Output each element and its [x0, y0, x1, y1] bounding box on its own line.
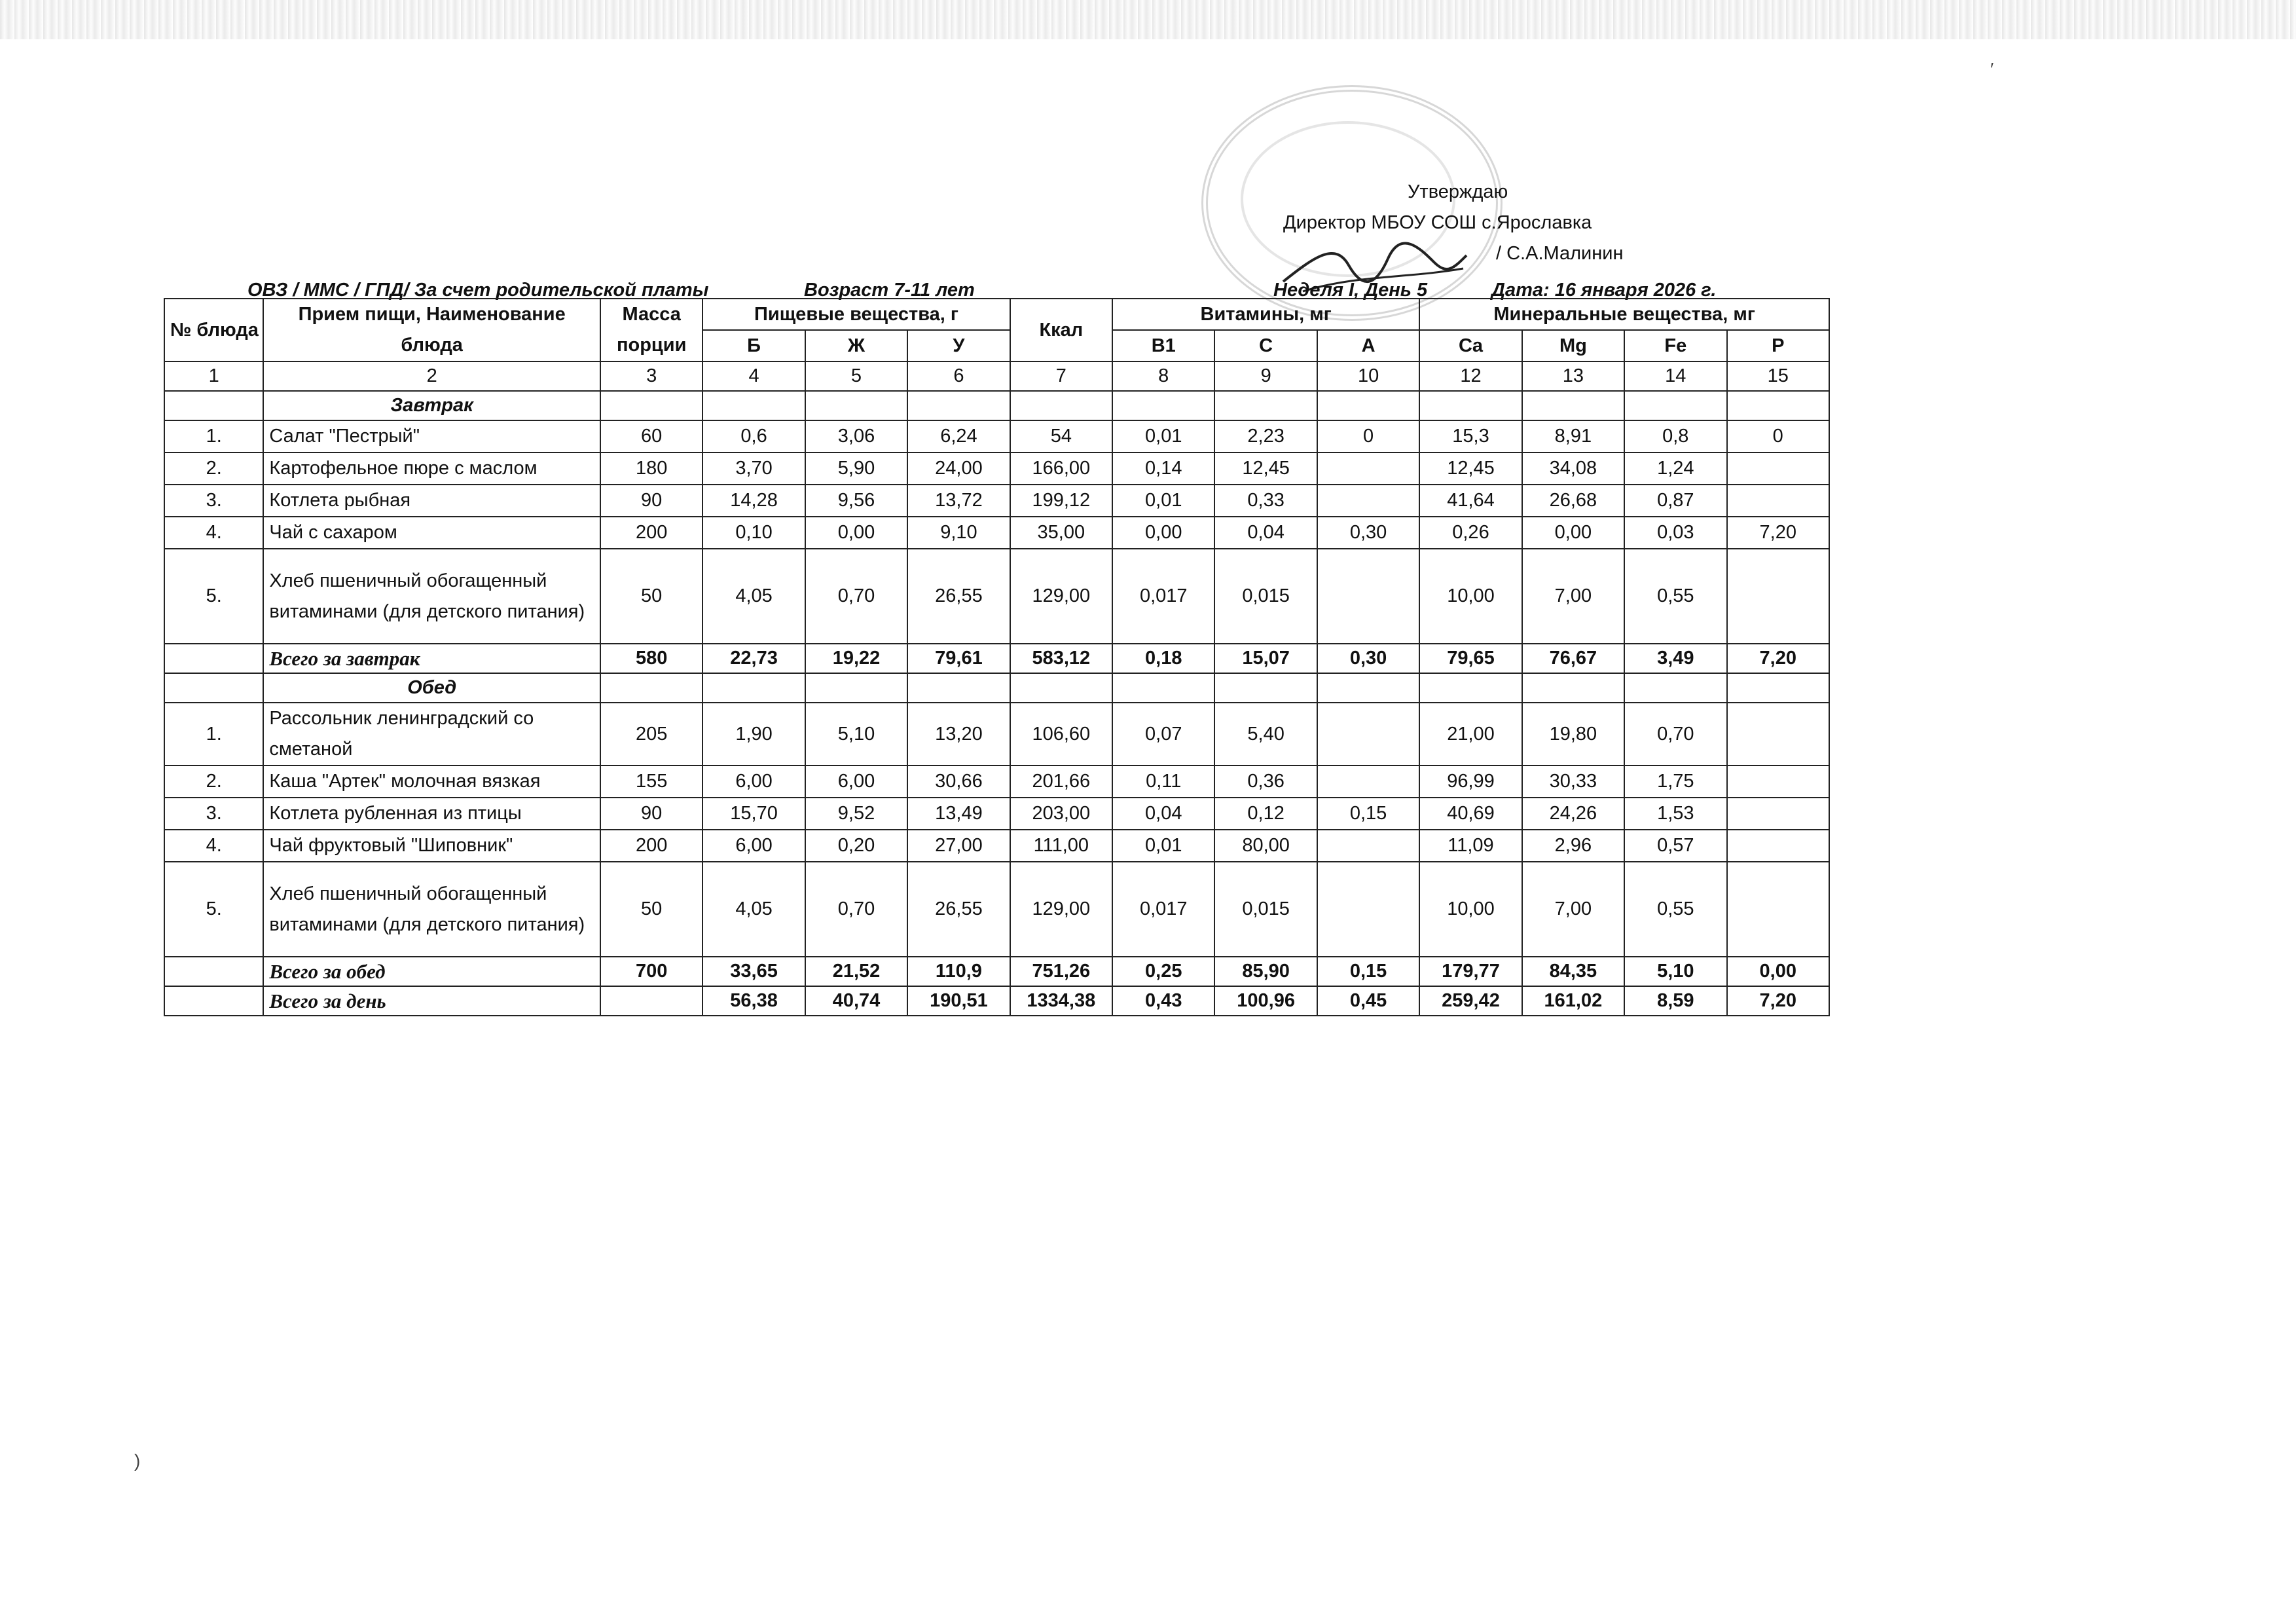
- table-cell: 180: [600, 452, 702, 485]
- col-number: 1: [164, 361, 263, 391]
- table-cell: 4,05: [702, 549, 805, 644]
- table-cell: 0: [1317, 420, 1419, 452]
- table-cell: 11,09: [1419, 830, 1522, 862]
- table-cell: 7,00: [1522, 862, 1624, 957]
- dish-number: 3.: [164, 485, 263, 517]
- header-a: А: [1317, 330, 1419, 361]
- table-cell: 19,80: [1522, 703, 1624, 766]
- table-cell: 0,33: [1214, 485, 1317, 517]
- table-cell: 0,04: [1214, 517, 1317, 549]
- table-cell: [1317, 766, 1419, 798]
- dish-name: Салат "Пестрый": [263, 420, 600, 452]
- table-cell: 13,20: [907, 703, 1010, 766]
- table-cell: [1317, 703, 1419, 766]
- table-cell: 2,23: [1214, 420, 1317, 452]
- table-cell: 0,017: [1112, 549, 1214, 644]
- table-cell: 0,01: [1112, 830, 1214, 862]
- table-cell: [1727, 830, 1830, 862]
- table-cell: 0: [1727, 420, 1830, 452]
- table-cell: 90: [600, 485, 702, 517]
- table-cell: 50: [600, 862, 702, 957]
- header-c: С: [1214, 330, 1317, 361]
- section-row-lunch: [164, 673, 1829, 703]
- table-cell: 90: [600, 798, 702, 830]
- table-cell: 200: [600, 517, 702, 549]
- table-cell: 15,3: [1419, 420, 1522, 452]
- table-cell: 0,30: [1317, 517, 1419, 549]
- table-cell: 205: [600, 703, 702, 766]
- table-cell: [1317, 485, 1419, 517]
- table-cell: 21,00: [1419, 703, 1522, 766]
- col-number: 10: [1317, 361, 1419, 391]
- lunch-rows: [164, 703, 1829, 957]
- table-cell: 0,70: [805, 862, 907, 957]
- table-cell: [1727, 862, 1830, 957]
- col-number: 13: [1522, 361, 1624, 391]
- table-row: [164, 485, 1829, 517]
- dish-number: 5.: [164, 549, 263, 644]
- dish-name: Котлета рубленная из птицы: [263, 798, 600, 830]
- scan-speck: ): [134, 1450, 141, 1471]
- table-cell: 50: [600, 549, 702, 644]
- table-cell: 106,60: [1010, 703, 1112, 766]
- table-cell: 54: [1010, 420, 1112, 452]
- table-cell: 9,52: [805, 798, 907, 830]
- table-cell: 27,00: [907, 830, 1010, 862]
- menu-date: Дата: 16 января 2026 г.: [1491, 280, 1717, 301]
- table-cell: 129,00: [1010, 549, 1112, 644]
- dish-number: 1.: [164, 420, 263, 452]
- table-cell: [1317, 862, 1419, 957]
- menu-category: ОВЗ / ММС / ГПД/ За счет родительской платы: [247, 280, 709, 301]
- table-cell: 12,45: [1214, 452, 1317, 485]
- table-cell: [1317, 549, 1419, 644]
- table-cell: 8,91: [1522, 420, 1624, 452]
- table-cell: [1727, 798, 1830, 830]
- table-cell: 0,36: [1214, 766, 1317, 798]
- table-cell: 4,05: [702, 862, 805, 957]
- col-number: 5: [805, 361, 907, 391]
- dish-name: Котлета рыбная: [263, 485, 600, 517]
- table-cell: [1317, 830, 1419, 862]
- header-vitamins: Витамины, мг: [1112, 299, 1419, 330]
- table-cell: 0,57: [1624, 830, 1726, 862]
- header-fe: Fe: [1624, 330, 1726, 361]
- header-dish-no: № блюда: [164, 299, 263, 361]
- table-row: [164, 766, 1829, 798]
- table-cell: 13,49: [907, 798, 1010, 830]
- table-cell: 6,00: [702, 766, 805, 798]
- table-row: [164, 862, 1829, 957]
- table-cell: 155: [600, 766, 702, 798]
- table-cell: 0,55: [1624, 549, 1726, 644]
- table-cell: 3,70: [702, 452, 805, 485]
- table-cell: 5,90: [805, 452, 907, 485]
- dish-name: Чай фруктовый "Шиповник": [263, 830, 600, 862]
- table-cell: 24,26: [1522, 798, 1624, 830]
- total-row-day: Всего за день 56,38 40,74 190,51 1334,38 0,43 100,96 0,45 259,42 161,02 8,59 7,20: [164, 986, 1829, 1016]
- approval-position: Директор МБОУ СОШ с.Ярославка: [1283, 212, 1592, 233]
- approval-title: Утверждаю: [1408, 181, 1508, 202]
- approval-signer: / С.А.Малинин: [1496, 243, 1624, 264]
- header-nutrients: Пищевые вещества, г: [702, 299, 1010, 330]
- table-cell: [1727, 485, 1830, 517]
- table-cell: 199,12: [1010, 485, 1112, 517]
- table-cell: 24,00: [907, 452, 1010, 485]
- dish-name: Хлеб пшеничный обогащенный витаминами (для детского питания): [263, 862, 600, 957]
- header-protein: Б: [702, 330, 805, 361]
- table-row: [164, 517, 1829, 549]
- table-cell: 1,75: [1624, 766, 1726, 798]
- dish-number: 5.: [164, 862, 263, 957]
- dish-name: Картофельное пюре с маслом: [263, 452, 600, 485]
- table-cell: 13,72: [907, 485, 1010, 517]
- dish-name: Каша "Артек" молочная вязкая: [263, 766, 600, 798]
- table-cell: 0,11: [1112, 766, 1214, 798]
- header-p: P: [1727, 330, 1830, 361]
- table-cell: 111,00: [1010, 830, 1112, 862]
- table-cell: 0,70: [805, 549, 907, 644]
- table-cell: 26,55: [907, 549, 1010, 644]
- total-label-breakfast: Всего за завтрак: [263, 644, 600, 673]
- table-cell: 5,40: [1214, 703, 1317, 766]
- table-cell: 14,28: [702, 485, 805, 517]
- dish-number: 3.: [164, 798, 263, 830]
- col-number: 15: [1727, 361, 1830, 391]
- header-meal-name: Прием пищи, Наименование блюда: [263, 299, 600, 361]
- table-cell: 1,90: [702, 703, 805, 766]
- header-b1: В1: [1112, 330, 1214, 361]
- table-row: [164, 830, 1829, 862]
- table-cell: 0,015: [1214, 549, 1317, 644]
- dish-number: 2.: [164, 452, 263, 485]
- total-row-lunch: Всего за обед 700 33,65 21,52 110,9 751,26 0,25 85,90 0,15 179,77 84,35 5,10 0,00: [164, 957, 1829, 986]
- table-cell: 201,66: [1010, 766, 1112, 798]
- col-number: 3: [600, 361, 702, 391]
- table-cell: 7,00: [1522, 549, 1624, 644]
- table-cell: 26,55: [907, 862, 1010, 957]
- table-cell: 40,69: [1419, 798, 1522, 830]
- table-cell: 166,00: [1010, 452, 1112, 485]
- menu-nutrition-table: [164, 298, 1830, 1016]
- table-cell: 0,01: [1112, 420, 1214, 452]
- table-cell: 30,33: [1522, 766, 1624, 798]
- dish-number: 4.: [164, 517, 263, 549]
- age-group: Возраст 7-11 лет: [804, 280, 975, 301]
- table-cell: 0,00: [1522, 517, 1624, 549]
- table-cell: 0,015: [1214, 862, 1317, 957]
- column-number-row: [164, 361, 1829, 391]
- section-title-breakfast: Завтрак: [263, 391, 600, 420]
- dish-name: Чай с сахаром: [263, 517, 600, 549]
- header-carbs: У: [907, 330, 1010, 361]
- col-number: 2: [263, 361, 600, 391]
- table-cell: 34,08: [1522, 452, 1624, 485]
- col-number: 8: [1112, 361, 1214, 391]
- table-cell: 0,00: [805, 517, 907, 549]
- table-row: [164, 420, 1829, 452]
- col-number: 14: [1624, 361, 1726, 391]
- table-cell: 12,45: [1419, 452, 1522, 485]
- table-cell: [1727, 766, 1830, 798]
- table-cell: 15,70: [702, 798, 805, 830]
- table-cell: 80,00: [1214, 830, 1317, 862]
- col-number: 7: [1010, 361, 1112, 391]
- week-day: Неделя I, День 5: [1273, 280, 1428, 301]
- table-row: [164, 798, 1829, 830]
- dish-number: 4.: [164, 830, 263, 862]
- table-cell: 60: [600, 420, 702, 452]
- col-number: 9: [1214, 361, 1317, 391]
- breakfast-rows: [164, 420, 1829, 644]
- table-cell: 0,70: [1624, 703, 1726, 766]
- section-title-lunch: Обед: [263, 673, 600, 703]
- table-cell: 0,07: [1112, 703, 1214, 766]
- table-cell: 2,96: [1522, 830, 1624, 862]
- table-cell: 9,56: [805, 485, 907, 517]
- table-cell: [1317, 452, 1419, 485]
- table-cell: 1,24: [1624, 452, 1726, 485]
- table-cell: 1,53: [1624, 798, 1726, 830]
- table-row: [164, 452, 1829, 485]
- header-mg: Mg: [1522, 330, 1624, 361]
- table-cell: [1727, 549, 1830, 644]
- table-cell: 203,00: [1010, 798, 1112, 830]
- table-cell: 0,26: [1419, 517, 1522, 549]
- table-cell: 5,10: [805, 703, 907, 766]
- col-number: 12: [1419, 361, 1522, 391]
- table-cell: 6,00: [702, 830, 805, 862]
- total-label-lunch: Всего за обед: [263, 957, 600, 986]
- table-cell: 7,20: [1727, 517, 1830, 549]
- col-number: 6: [907, 361, 1010, 391]
- dish-number: 2.: [164, 766, 263, 798]
- table-cell: 0,15: [1317, 798, 1419, 830]
- table-cell: 3,06: [805, 420, 907, 452]
- table-cell: 0,55: [1624, 862, 1726, 957]
- header-portion: Масса порции: [600, 299, 702, 361]
- table-cell: 0,03: [1624, 517, 1726, 549]
- table-cell: [1727, 452, 1830, 485]
- scan-speck: ′: [1990, 59, 1994, 79]
- table-cell: 30,66: [907, 766, 1010, 798]
- table-cell: 0,8: [1624, 420, 1726, 452]
- table-cell: 9,10: [907, 517, 1010, 549]
- table-cell: 35,00: [1010, 517, 1112, 549]
- dish-number: 1.: [164, 703, 263, 766]
- table-cell: 96,99: [1419, 766, 1522, 798]
- table-cell: 6,24: [907, 420, 1010, 452]
- table-row: [164, 703, 1829, 766]
- header-kcal: Ккал: [1010, 299, 1112, 361]
- table-cell: 200: [600, 830, 702, 862]
- table-cell: 10,00: [1419, 549, 1522, 644]
- table-cell: [1727, 703, 1830, 766]
- table-cell: 0,00: [1112, 517, 1214, 549]
- table-cell: 10,00: [1419, 862, 1522, 957]
- table-cell: 0,6: [702, 420, 805, 452]
- col-number: 4: [702, 361, 805, 391]
- table-cell: 0,10: [702, 517, 805, 549]
- table-cell: 129,00: [1010, 862, 1112, 957]
- table-cell: 6,00: [805, 766, 907, 798]
- header-minerals: Минеральные вещества, мг: [1419, 299, 1829, 330]
- table-cell: 0,01: [1112, 485, 1214, 517]
- header-ca: Ca: [1419, 330, 1522, 361]
- table-cell: 41,64: [1419, 485, 1522, 517]
- table-cell: 0,20: [805, 830, 907, 862]
- scan-noise-edge: [0, 0, 2296, 39]
- header-fat: Ж: [805, 330, 907, 361]
- table-cell: 0,14: [1112, 452, 1214, 485]
- table-cell: 0,87: [1624, 485, 1726, 517]
- table-header-row-1: [164, 299, 1829, 330]
- table-cell: 0,017: [1112, 862, 1214, 957]
- table-row: [164, 549, 1829, 644]
- table-cell: 26,68: [1522, 485, 1624, 517]
- dish-name: Рассольник ленинградский со сметаной: [263, 703, 600, 766]
- section-row-breakfast: [164, 391, 1829, 420]
- table-cell: 0,12: [1214, 798, 1317, 830]
- dish-name: Хлеб пшеничный обогащенный витаминами (для детского питания): [263, 549, 600, 644]
- total-row-breakfast: Всего за завтрак 580 22,73 19,22 79,61 583,12 0,18 15,07 0,30 79,65 76,67 3,49 7,20: [164, 644, 1829, 673]
- total-label-day: Всего за день: [263, 986, 600, 1016]
- table-cell: 0,04: [1112, 798, 1214, 830]
